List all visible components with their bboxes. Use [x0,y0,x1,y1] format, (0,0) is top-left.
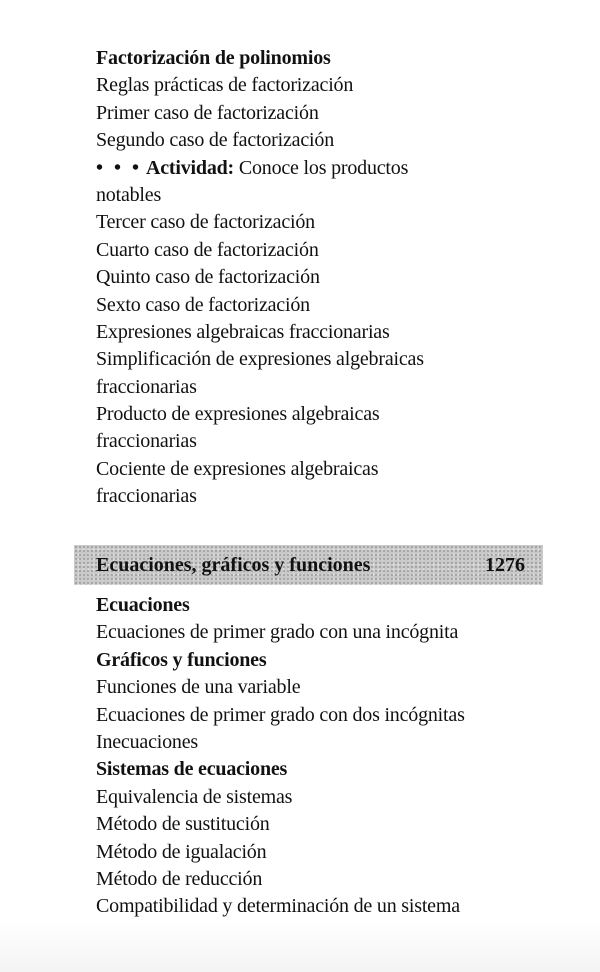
factorization-section [96,45,546,511]
subheading: Ecuaciones [96,594,190,616]
toc-item: Método de reducción [96,867,263,890]
subheading: Sistemas de ecuaciones [96,758,288,781]
activity-continuation: notables [96,183,162,206]
toc-item: Primer caso de factorización [96,101,319,124]
toc-item: Funciones de una variable [96,676,301,699]
activity-text: Conoce los productos [238,156,409,179]
section-header-bar [74,545,543,585]
toc-item: Inecuaciones [96,730,198,753]
section-page-number: 1276 [485,554,525,576]
toc-item: Ecuaciones de primer grado con una incógnita [96,621,459,644]
factorization-heading: Factorización de polinomios [96,47,331,69]
equations-section [96,592,546,921]
subheading: Gráficos y funciones [96,648,267,671]
toc-item: fraccionarias [96,430,197,453]
toc-item: Cuarto caso de factorización [96,238,319,261]
toc-item: fraccionarias [96,485,197,508]
toc-item: Sexto caso de factorización [96,293,310,316]
toc-item: Producto de expresiones algebraicas [96,403,380,426]
toc-item: Quinto caso de factorización [96,266,320,289]
activity-bullets: • • • [96,156,143,179]
toc-item: Segundo caso de factorización [96,129,334,152]
toc-item: fraccionarias [96,375,197,398]
toc-item: Método de sustitución [96,813,270,836]
toc-item: Cociente de expresiones algebraicas [96,457,379,480]
toc-item: Reglas prácticas de factorización [96,74,354,97]
toc-item: Equivalencia de sistemas [96,785,293,808]
activity-label: Actividad: [146,156,235,179]
toc-item: Tercer caso de factorización [96,211,315,234]
activity-line [96,155,546,182]
toc-item: Compatibilidad y determinación de un sistema [96,895,460,918]
toc-item: Ecuaciones de primer grado con dos incógnitas [96,703,465,726]
toc-item: Expresiones algebraicas fraccionarias [96,320,390,343]
section-title: Ecuaciones, gráficos y funciones [96,554,371,576]
toc-item: Simplificación de expresiones algebraicas [96,348,424,371]
toc-item: Método de igualación [96,840,267,863]
page-bottom-shade [0,922,600,972]
